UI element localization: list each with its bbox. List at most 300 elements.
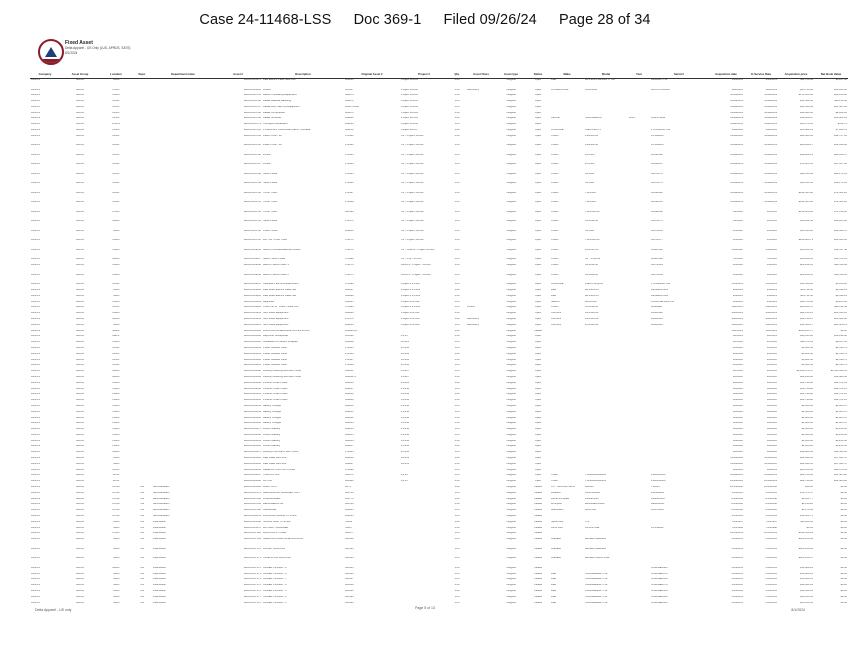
table-cell: P7L25H258-7A3 [651, 283, 671, 286]
table-cell: SPIRAL GRIP SYSTEM [263, 520, 291, 523]
table-cell: $1,240.06 [835, 439, 847, 442]
table-cell: 1A672036 [651, 229, 663, 232]
table-cell: 1.00 [454, 182, 460, 185]
table-cell: 409820-01 [345, 329, 358, 332]
table-cell [466, 220, 496, 230]
table-cell: APRUS [31, 88, 40, 91]
table-cell: $42,471.25 [834, 381, 847, 384]
table-cell: Lithium Battery [263, 433, 281, 436]
table-cell: 1.00 [454, 210, 460, 213]
table-cell: MACH [76, 595, 84, 598]
footer-page-number: Page 5 of 13 [415, 606, 435, 610]
table-cell: Tangible [506, 288, 516, 291]
table-cell: Crown [551, 306, 559, 309]
table-cell: Open [534, 358, 542, 361]
table-cell: 1.00 [454, 451, 460, 454]
table-cell: NBDC [112, 370, 120, 373]
table-cell: APRUS [31, 375, 40, 378]
table-cell: 1.00 [454, 273, 460, 276]
table-cell: MACH [76, 341, 84, 344]
table-cell: C1 - Project 18-023 [401, 163, 424, 166]
table-cell: FUDC [112, 210, 120, 213]
table-cell: MACH [76, 210, 84, 213]
table-cell: PHDC [112, 381, 120, 384]
table-cell: $5,681.30 [801, 352, 813, 355]
table-cell: Tangible [506, 422, 516, 425]
table-cell: $26,308.13 [834, 323, 847, 326]
table-row [30, 173, 848, 183]
table-cell: $13,438.00 [800, 283, 813, 286]
table-cell: DLDC [112, 364, 120, 367]
table-cell: TSP6500 [585, 201, 596, 204]
table-cell: $14,834.96 [834, 144, 847, 147]
table-cell: 409811-1 [345, 375, 356, 378]
table-cell: 8/6/2023 [766, 468, 777, 471]
table-cell: APRUS [31, 352, 40, 355]
table-cell: Tangible [506, 258, 516, 261]
table-cell: MACH-005574 [243, 78, 261, 81]
table-cell: 788 [139, 515, 145, 518]
table-cell: MACH [76, 283, 84, 286]
table-cell: $41,461.90 [800, 105, 813, 108]
table-cell: C1 - Project 18-036 [401, 239, 424, 242]
table-cell: APRUS [31, 572, 40, 575]
table-cell [152, 239, 214, 249]
table-cell: $5,681.30 [801, 358, 813, 361]
table-cell: 474445 [345, 172, 354, 175]
table-cell: MACH [76, 532, 84, 535]
table-cell: 1.00 [454, 474, 460, 477]
table-cell: Tangible [506, 578, 516, 581]
table-cell: 100330 [345, 335, 354, 338]
table-cell: $6,167.32 [835, 78, 847, 81]
table-cell: 1.00 [454, 410, 460, 413]
table-cell: OSDN9E037C [651, 584, 668, 587]
table-cell: 406319 [345, 589, 354, 592]
table-cell: 11/16/2022 [730, 457, 743, 460]
table-cell: MACH-006253 [243, 404, 261, 407]
table-cell: MACH-005793 [243, 220, 261, 223]
table-cell: Tangible [506, 497, 516, 500]
table-cell: $0.00 [840, 601, 847, 604]
table-cell: APRUS [31, 229, 40, 232]
table-cell: $144,595.60 [798, 191, 813, 194]
table-cell: 606035 [345, 515, 354, 518]
table-cell: MACH-006130 [243, 335, 261, 338]
table-cell: Tangible [506, 416, 516, 419]
table-cell: APRUS [31, 370, 40, 373]
table-cell: $46,744.87 [800, 317, 813, 320]
table-cell: MACH-007086 [243, 509, 261, 512]
table-cell: Tangible [506, 201, 516, 204]
table-cell: APRUS [31, 547, 40, 550]
table-cell: CHDC [112, 94, 120, 97]
table-cell: Fale [551, 572, 557, 575]
table-cell: PUSH/PULL CASCADE 35E ATTACHME [263, 129, 311, 132]
table-cell: $4,539.74 [835, 358, 847, 361]
table-cell: Closed [533, 595, 543, 598]
table-cell: $60,821.76 [800, 306, 813, 309]
table-cell: $43,244.00 [800, 375, 813, 378]
table-cell: Tangible [506, 94, 516, 97]
table-cell: Tangible [506, 191, 516, 194]
table-cell: 10/20/2023 [764, 480, 777, 483]
table-cell [132, 211, 152, 221]
table-cell: SP3500 [585, 229, 595, 232]
table-cell: CHDC [112, 248, 120, 251]
table-cell: 35E-PPB-Q050 [585, 283, 603, 286]
table-cell: Lithium Battery [263, 428, 281, 431]
table-cell: Stock Picker [263, 182, 278, 185]
table-cell: APRUS [31, 486, 40, 489]
table-cell: Fale [551, 589, 557, 592]
table-cell: $16,671.20 [800, 123, 813, 126]
table-cell: MACH-007176 [243, 589, 261, 592]
table-cell: 22-032 [401, 352, 410, 355]
table-cell [628, 211, 650, 221]
table-cell: 408885 [345, 509, 354, 512]
table-cell: 11/18/2019 [764, 111, 777, 114]
table-cell: 1.00 [454, 123, 460, 126]
table-row [30, 144, 848, 154]
table-cell: 1.00 [454, 201, 460, 204]
table-cell: $5,681.30 [801, 346, 813, 349]
table-cell: Tangible [506, 134, 516, 137]
table-cell: CROWN [551, 312, 562, 315]
table-cell: PHDC [112, 300, 120, 303]
table-cell: MACH-005788 [243, 172, 261, 175]
table-cell: 21-044 [401, 433, 410, 436]
table-cell: Open [534, 144, 542, 147]
table-cell: $8,617.81 [835, 341, 847, 344]
table-cell: 409837 [345, 288, 354, 291]
table-cell: Administration [153, 509, 170, 512]
doc-number: Doc 369-1 [353, 12, 422, 28]
table-cell: 1.00 [454, 584, 460, 587]
table-cell: MACH-006260 [243, 445, 261, 448]
table-cell: 6/6/2022 [732, 428, 743, 431]
table-cell: 1A696167 [651, 163, 663, 166]
table-cell: 11/19/2019 [764, 191, 777, 194]
table-cell: 1.00 [454, 547, 460, 550]
table-cell: APRUS [31, 153, 40, 156]
table-cell: APRUS [31, 273, 40, 276]
table-cell: $0.00 [840, 584, 847, 587]
table-cell: Tangible [506, 457, 516, 460]
table-cell: $18,093.06 [800, 111, 813, 114]
table-cell: 10/15/2006 [730, 486, 743, 489]
table-row [30, 211, 848, 221]
table-cell: 1C1G6203 [651, 134, 664, 137]
table-cell: 1.00 [454, 375, 460, 378]
table-row [30, 249, 848, 259]
table-cell: Closed [533, 497, 543, 500]
table-cell: Crown [551, 210, 559, 213]
table-cell: 8/15/2008 [765, 509, 777, 512]
table-header-row [30, 70, 848, 79]
table-cell: DLDC [112, 468, 120, 471]
table-cell: DLDC [112, 111, 120, 114]
table-cell: 8/15/2008 [731, 503, 743, 506]
table-cell: 1.00 [454, 532, 460, 535]
table-cell: ORDER PICKER - 3 [263, 601, 287, 604]
table-cell: 1/6/2020 [766, 239, 777, 242]
table-cell: 22-032 [401, 358, 410, 361]
table-cell: 409180 [345, 480, 354, 483]
table-cell: APRUS [31, 509, 40, 512]
table-cell: Open [534, 88, 542, 91]
table-cell: MACH-005709 [243, 117, 261, 120]
table-cell: 1.00 [454, 111, 460, 114]
table-cell: 4/6/2022 [732, 352, 743, 355]
table-cell: 1.00 [454, 248, 460, 251]
table-cell: 6/6/2022 [732, 387, 743, 390]
table-cell: Open [534, 416, 542, 419]
report-title: Fixed Asset [65, 40, 93, 46]
table-cell: Open [534, 381, 542, 384]
table-cell: 1A671175 [651, 220, 663, 223]
table-row [30, 264, 848, 274]
table-cell: APRUS [31, 462, 40, 465]
table-cell: PHDC [112, 312, 120, 315]
table-cell: Turret Truck [263, 210, 277, 213]
table-cell: 10/20/2023 [730, 474, 743, 477]
table-cell: 11/19/2019 [764, 134, 777, 137]
table-cell: MACH-005786 [243, 153, 261, 156]
table-cell: PHDC [112, 445, 120, 448]
table-cell: OSDN9E030C [651, 601, 668, 604]
table-cell: MACH [76, 346, 84, 349]
table-cell: 2/15/2011 [765, 515, 777, 518]
table-cell: MACH-006208 [243, 370, 261, 373]
table-cell: 3/23/2021 [731, 317, 743, 320]
table-cell: THDC [112, 584, 120, 587]
table-cell: 406314 [345, 557, 354, 560]
table-row [30, 135, 848, 145]
table-cell: 8/15/2008 [731, 497, 743, 500]
table-cell: 406320 [345, 595, 354, 598]
table-cell: 1.00 [454, 589, 460, 592]
table-cell [152, 220, 214, 230]
table-cell: Distribution [153, 557, 166, 560]
table-cell: QF0374A [585, 509, 597, 512]
table-cell: MACH-007173 [243, 572, 261, 575]
table-cell: Duxbury Racking and Mezz Gold [263, 370, 301, 373]
table-cell: Fale [551, 78, 557, 81]
table-cell: MACH [76, 515, 84, 518]
table-cell: Open [534, 288, 542, 291]
table-cell: Tangible [506, 335, 516, 338]
table-cell: 409879-008 [345, 105, 359, 108]
table-cell: 5/25/2021 [731, 283, 743, 286]
table-cell: 1A461385 [651, 248, 663, 251]
table-cell: THDC [112, 457, 120, 460]
table-row [30, 274, 848, 284]
table-cell: 6/6/2022 [766, 399, 777, 402]
table-cell: 1.00 [454, 100, 460, 103]
table-cell: $1,600.00 [801, 433, 813, 436]
table-cell: 474275 [345, 273, 354, 276]
table-cell: $1,400.00 [801, 416, 813, 419]
table-cell: MACH [76, 557, 84, 560]
table-cell: $60,232.16 [800, 264, 813, 267]
table-cell: Open [534, 105, 542, 108]
table-cell: PHDC [112, 341, 120, 344]
table-cell: 1/8/2020 [732, 273, 743, 276]
table-cell: APRUS [31, 474, 40, 477]
table-cell: Tangible [506, 144, 516, 147]
table-cell: Trane AC Unit [263, 474, 280, 477]
table-cell: APRUS [31, 503, 40, 506]
table-cell: MACH [76, 572, 84, 575]
table-cell: 10/1/2021 [765, 329, 777, 332]
table-cell: $174,650.30 [798, 94, 813, 97]
table-cell: 1.00 [454, 317, 460, 320]
table-cell [628, 135, 650, 145]
table-cell: CONC [112, 503, 120, 506]
table-cell: Open [534, 323, 542, 326]
table-cell: 2019 [629, 117, 635, 120]
table-cell: 406316 [345, 572, 354, 575]
table-cell: MACH [76, 191, 84, 194]
table-cell: 1.00 [454, 283, 460, 286]
table-cell: 409170 [345, 474, 354, 477]
column-header: Net Book Value [814, 70, 848, 79]
table-cell: 21-05 [401, 335, 408, 338]
table-cell [628, 163, 650, 173]
table-cell: Tangible [506, 229, 516, 232]
table-cell: MACH [76, 547, 84, 550]
table-cell: Ferro Flex [551, 526, 563, 529]
table-cell: APRUS [31, 439, 40, 442]
table-cell: MACH [76, 428, 84, 431]
table-cell: Open [534, 264, 542, 267]
table-cell: Open [534, 294, 542, 297]
table-cell: C0000BE9DHTT19 [585, 589, 608, 592]
table-cell: APRUS [31, 248, 40, 251]
table-cell: 20-021 [401, 341, 410, 344]
table-cell: Open [534, 129, 542, 132]
table-cell: 5/15/2005 [731, 578, 743, 581]
table-cell: ORDER PICKER - 4 [263, 595, 287, 598]
table-cell: MACH-006250 [243, 387, 261, 390]
table-cell: MACH [76, 381, 84, 384]
table-cell [132, 163, 152, 173]
table-cell: MACH-005568 [243, 520, 261, 523]
table-cell: 8/6/2023 [732, 468, 743, 471]
table-cell: 1A696038 [651, 210, 663, 213]
table-cell: MACH [76, 393, 84, 396]
table-cell: 3/23/2021 [765, 317, 777, 320]
table-cell: Crown [551, 163, 559, 166]
table-cell: APRUS [31, 283, 40, 286]
table-cell: NBDC [112, 220, 120, 223]
table-cell: 474447 [345, 191, 354, 194]
table-cell: 6/6/2022 [766, 387, 777, 390]
table-cell: $36,481.00 [800, 451, 813, 454]
table-cell: MACH [76, 129, 84, 132]
table-cell: Turret Truck [263, 201, 277, 204]
table-cell: DISHWASHER [263, 497, 281, 500]
table-cell: 1/6/2020 [766, 229, 777, 232]
table-cell: $0.00 [840, 520, 847, 523]
table-cell: APRUS [31, 520, 40, 523]
table-cell: $21,944.51 [800, 457, 813, 460]
table-cell: $73,180.51 [800, 163, 813, 166]
table-cell: Open [534, 172, 542, 175]
table-cell: 1.00 [454, 538, 460, 541]
table-cell: Project P01-008 [401, 323, 420, 326]
table-cell: NBDC [112, 451, 120, 454]
table-cell: Tangible [506, 557, 516, 560]
table-cell: Tangible [506, 172, 516, 175]
table-cell: APRUS [31, 111, 40, 114]
table-cell: 3/23/2021 [765, 312, 777, 315]
fixed-asset-table [30, 70, 848, 607]
table-cell: 11/19/2019 [730, 144, 743, 147]
table-cell: CROWN [551, 323, 562, 326]
table-cell [466, 163, 496, 173]
table-cell: $54,798.88 [800, 387, 813, 390]
table-cell: OSDN9E346C [651, 566, 668, 569]
table-cell: 5/15/2005 [765, 566, 777, 569]
table-cell: MACH [76, 526, 84, 529]
table-cell [628, 220, 650, 230]
table-cell: Open [534, 451, 542, 454]
table-cell: ORDER PICKER - 7 [263, 578, 287, 581]
table-cell: 720 [139, 601, 145, 604]
table-cell: 3/18/2020 [765, 248, 777, 251]
table-cell: MACH-006203 [243, 346, 261, 349]
table-cell: 1.00 [454, 503, 460, 506]
table-cell: DLDC [112, 306, 120, 309]
table-cell: APRUS [31, 239, 40, 242]
table-cell: MACH-005955 [243, 323, 261, 326]
table-cell [650, 538, 708, 548]
table-cell: $133,460.00 [798, 210, 813, 213]
table-cell: $19,309.87 [800, 117, 813, 120]
table-cell [628, 144, 650, 154]
table-cell: MACH-005841 [243, 273, 261, 276]
table-cell: PR4500-60 [585, 134, 599, 137]
table-cell: C1 - Project 18-036 [401, 229, 424, 232]
table-cell: CONC [112, 491, 120, 494]
table-cell: 5/15/2005 [731, 547, 743, 550]
table-cell: RC5500 [585, 153, 595, 156]
table-cell: Interlake [551, 547, 561, 550]
table-cell: MACH-006254 [243, 410, 261, 413]
table-cell: Open [534, 94, 542, 97]
table-cell: $11,280.51 [800, 520, 813, 523]
table-cell: 4/1/2022 [766, 370, 777, 373]
table-cell: Project 18-000 [401, 88, 418, 91]
table-cell: 474441 [345, 134, 354, 137]
table-cell: MACH [76, 422, 84, 425]
table-cell: MACH [76, 182, 84, 185]
table-cell: Forklift [263, 88, 271, 91]
table-cell: 5/15/2005 [731, 538, 743, 541]
table-cell: MACH-005781 [243, 129, 261, 132]
table-cell: MACH-007178 [243, 601, 261, 604]
table-cell: Distribution [153, 566, 166, 569]
table-cell: $24,798.00 [800, 480, 813, 483]
table-cell: 5/15/2005 [765, 584, 777, 587]
table-cell: 4/6/2022 [766, 358, 777, 361]
table-cell: RC5540-40 [585, 312, 599, 315]
table-cell: MACH-005784 [243, 134, 261, 137]
table-row [30, 548, 848, 558]
table-cell: $19,171.14 [834, 172, 847, 175]
